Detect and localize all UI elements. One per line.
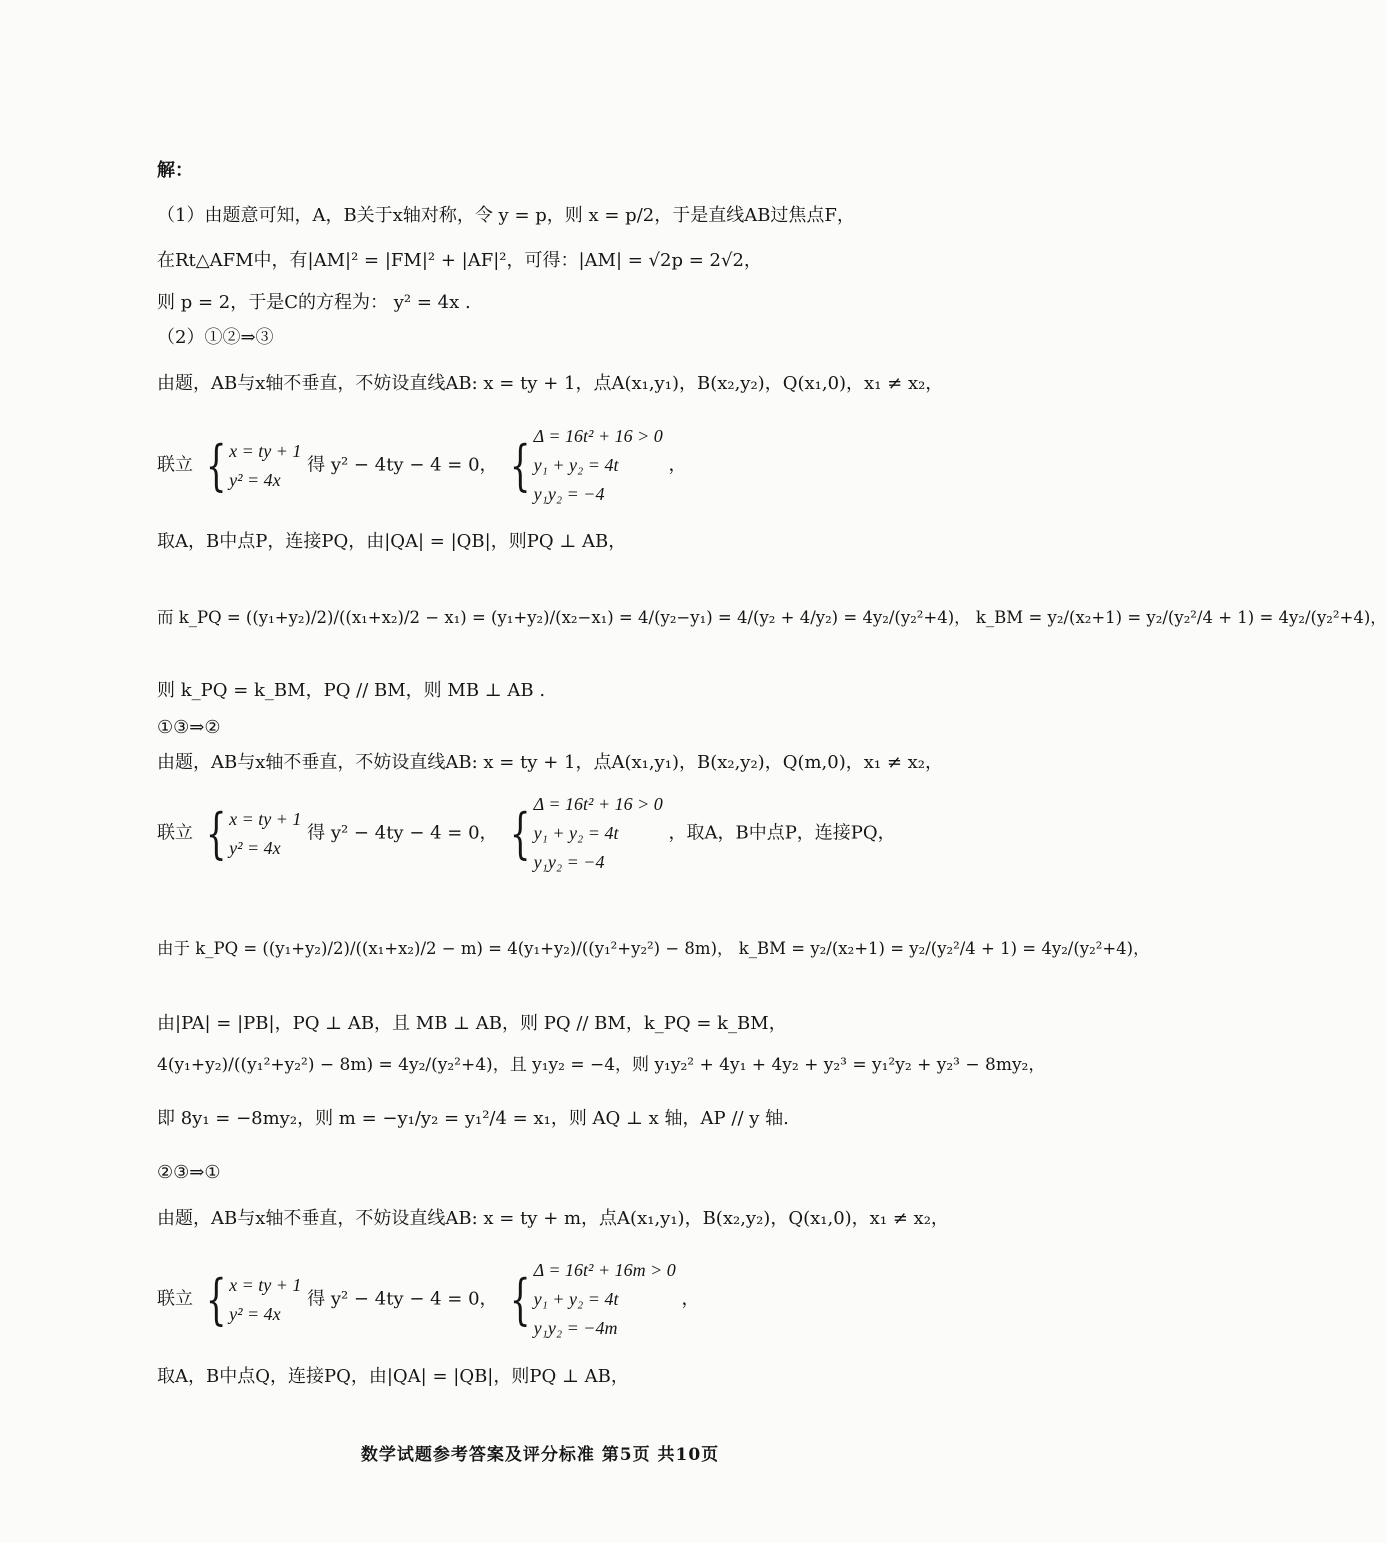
case3-heading: ②③⇒①	[157, 1162, 221, 1183]
case2-equation: 4(y₁+y₂)/((y₁²+y₂²) − 8m) = 4y₂/(y₂²+4)，且 y₁y₂ = −4，则 y₁y₂² + 4y₁ + 4y₂ + y₂³ = y₁²y₂ + y₂³ − 8my₂，	[157, 1055, 1046, 1075]
case2-perpendicular: 由|PA| = |PB|，PQ ⊥ AB，且 MB ⊥ AB，则 PQ // BM，k_PQ = k_BM，	[157, 1013, 787, 1034]
part1-line1: （1）由题意可知，A，B关于x轴对称，令 y = p，则 x = p/2，于是直线AB过焦点F，	[157, 205, 855, 226]
part1-line3: 则 p = 2，于是C的方程为： y² = 4x .	[157, 292, 471, 313]
page-footer: 数学试题参考答案及评分标准 第5页 共10页	[360, 1445, 720, 1465]
case3-system: 联立 { x = ty + 1 y² = 4x 得 y² − 4ty − 4 = 0， { Δ = 16t² + 16m > 0 y₁ + y₂ = 4t y₁y₂ = −4m ，	[157, 1260, 700, 1338]
system-brace-left: { x = ty + 1 y² = 4x	[205, 433, 302, 497]
case2-conclusion: 即 8y₁ = −8my₂，则 m = −y₁/y₂ = y₁²/4 = x₁，则 AQ ⊥ x 轴，AP // y 轴.	[157, 1108, 789, 1129]
case1-midpoint: 取A，B中点P，连接PQ，由|QA| = |QB|，则PQ ⊥ AB，	[157, 531, 627, 552]
case3-midpoint: 取A，B中点Q，连接PQ，由|QA| = |QB|，则PQ ⊥ AB，	[157, 1366, 629, 1387]
case2-heading: ①③⇒②	[157, 717, 221, 738]
solution-heading: 解：	[157, 160, 193, 181]
system-brace-right: { Δ = 16t² + 16 > 0 y₁ + y₂ = 4t y₁y₂ = −4	[510, 426, 663, 504]
case1-conclusion: 则 k_PQ = k_BM，PQ // BM，则 MB ⊥ AB .	[157, 680, 546, 701]
case1-system: 联立 { x = ty + 1 y² = 4x 得 y² − 4ty − 4 = 0， { Δ = 16t² + 16 > 0 y₁ + y₂ = 4t y₁y₂ = −4 ，	[157, 422, 686, 509]
part2-heading-123: （2）①②⇒③	[157, 327, 274, 348]
case1-slope-calc: 而 k_PQ = ((y₁+y₂)/2)/((x₁+x₂)/2 − x₁) = (y₁+y₂)/(x₂−x₁) = 4/(y₂−y₁) = 4/(y₂ + 4/y₂) = 4y₂/(y₂²+4)， k_BM = y₂/(x₂+1) = y₂/(y₂²/4 + 1) = 4y₂/(y₂²+4)，	[157, 608, 1387, 627]
case2-slope-calc: 由于 k_PQ = ((y₁+y₂)/2)/((x₁+x₂)/2 − m) = 4(y₁+y₂)/((y₁²+y₂²) − 8m)， k_BM = y₂/(x₂+1) = y₂/(y₂²/4 + 1) = 4y₂/(y₂²+4)，	[157, 939, 1150, 958]
case3-setup: 由题，AB与x轴不垂直，不妨设直线AB: x = ty + m，点A(x₁,y₁)，B(x₂,y₂)，Q(x₁,0)，x₁ ≠ x₂，	[157, 1208, 949, 1229]
case2-setup: 由题，AB与x轴不垂直，不妨设直线AB: x = ty + 1，点A(x₁,y₁)，B(x₂,y₂)，Q(m,0)，x₁ ≠ x₂，	[157, 752, 944, 773]
part1-line2: 在Rt△AFM中，有|AM|² = |FM|² + |AF|²，可得：|AM| = √2p = 2√2，	[157, 250, 762, 271]
case2-system: 联立 { x = ty + 1 y² = 4x 得 y² − 4ty − 4 = 0， { Δ = 16t² + 16 > 0 y₁ + y₂ = 4t y₁y₂ = −4 ，取A，B中点P，连接PQ，	[157, 794, 896, 872]
case1-setup: 由题，AB与x轴不垂直，不妨设直线AB: x = ty + 1，点A(x₁,y₁)，B(x₂,y₂)，Q(x₁,0)，x₁ ≠ x₂，	[157, 373, 944, 394]
